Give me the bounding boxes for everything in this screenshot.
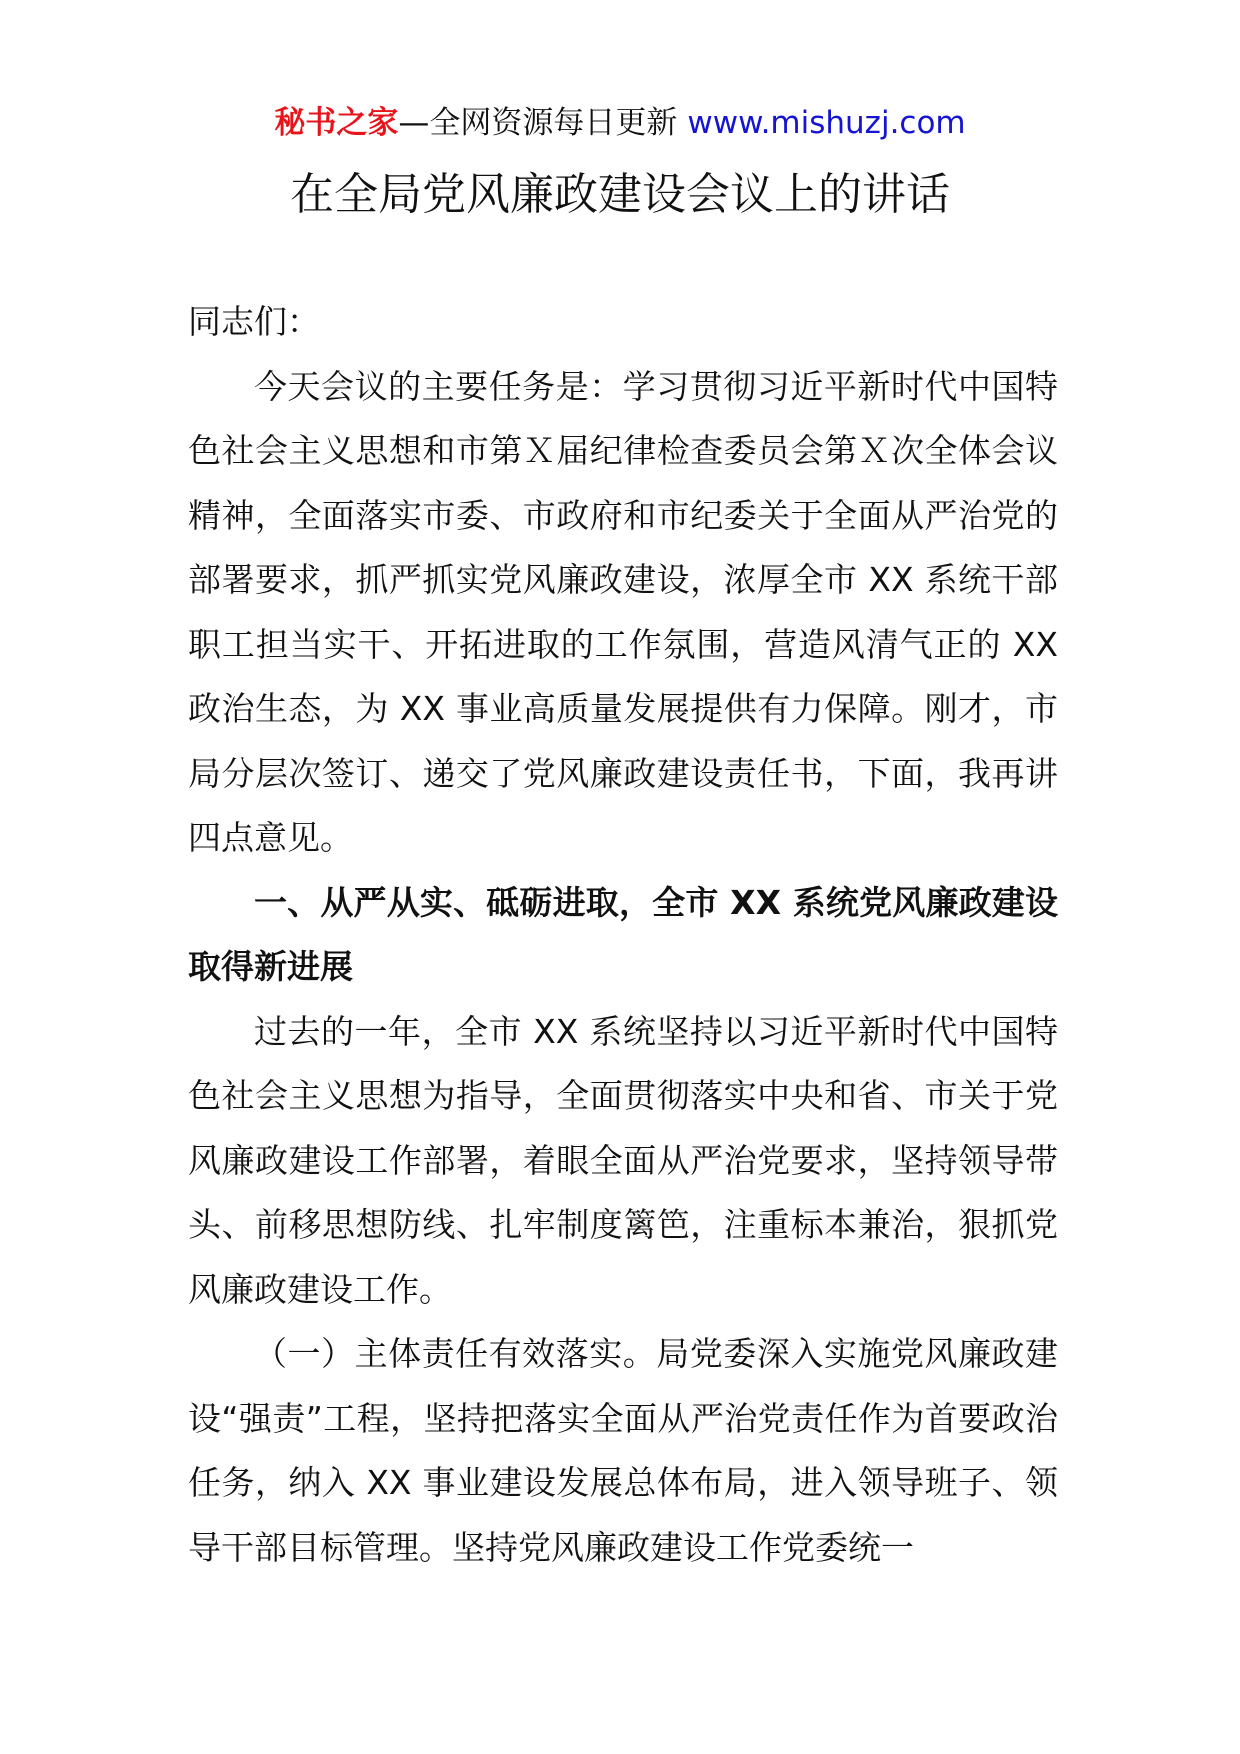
site-slogan: —全网资源每日更新: [398, 105, 678, 141]
document-title: 在全局党风廉政建设会议上的讲话: [290, 169, 950, 220]
site-header: [0, 103, 1240, 143]
paragraph-intro: 今天会议的主要任务是：学习贯彻习近平新时代中国特色社会主义思想和市第Ｘ届纪律检查委员会第Ｘ次全体会议精神，全面落实市委、市政府和市纪委关于全面从严治党的部署要求，抓严抓实党风廉政建设，浓厚全市 XX 系统干部职工担当实干、开拓进取的工作氛围，营造风清气正的 XX 政治生态，为 XX 事业高质量发展提供有力保障。刚才，市局分层次签订、递交了党风廉政建设责任书，下面，我再讲四点意见。: [188, 366, 1058, 857]
section-heading-1: 一、从严从实、砥砺进取，全市 XX 系统党风廉政建设取得新进展: [188, 882, 1058, 986]
site-url-link[interactable]: www.mishuzj.com: [687, 105, 966, 141]
salutation: 同志们：: [188, 302, 320, 341]
paragraph-subsection-1: （一）主体责任有效落实。局党委深入实施党风廉政建设“强责”工程，坚持把落实全面从严治党责任作为首要政治任务，纳入 XX 事业建设发展总体布局，进入领导班子、领导干部目标管理。坚持党风廉政建设工作党委统一: [188, 1334, 1058, 1567]
paragraph-review: 过去的一年，全市 XX 系统坚持以习近平新时代中国特色社会主义思想为指导，全面贯彻落实中央和省、市关于党风廉政建设工作部署，着眼全面从严治党要求，坚持领导带头、前移思想防线、扎牢制度篱笆，注重标本兼治，狠抓党风廉政建设工作。: [188, 1011, 1058, 1309]
site-brand: 秘书之家: [274, 105, 399, 141]
document-body: [188, 290, 1058, 1580]
